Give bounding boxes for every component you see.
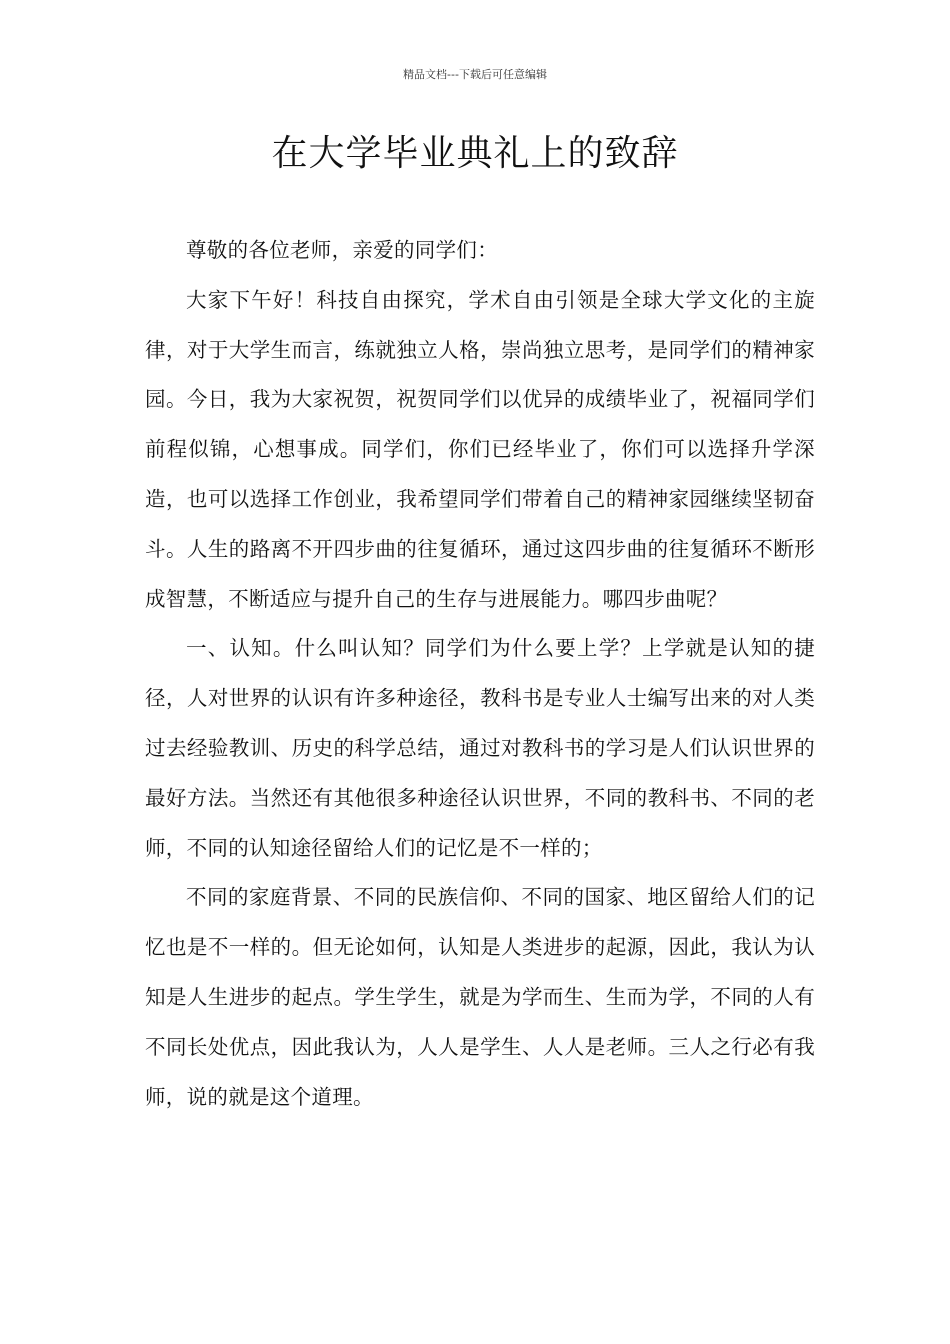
body-paragraph: 大家下午好！科技自由探究，学术自由引领是全球大学文化的主旋律，对于大学生而言，练就独立人格，崇尚独立思考，是同学们的精神家园。今日，我为大家祝贺，祝贺同学们以优异的成绩毕业了，祝福同学们前程似锦，心想事成。同学们，你们已经毕业了，你们可以选择升学深造，也可以选择工作创业，我希望同学们带着自己的精神家园继续坚韧奋斗。人生的路离不开四步曲的往复循环，通过这四步曲的往复循环不断形成智慧，不断适应与提升自己的生存与进展能力。哪四步曲呢？ <box>145 287 815 611</box>
body-paragraph: 不同的家庭背景、不同的民族信仰、不同的国家、地区留给人们的记忆也是不一样的。但无论如何，认知是人类进步的起源，因此，我认为认知是人生进步的起点。学生学生，就是为学而生、生而为学，不同的人有不同长处优点，因此我认为，人人是学生、人人是老师。三人之行必有我师，说的就是这个道理。 <box>145 885 815 1109</box>
document-title: 在大学毕业典礼上的致辞 <box>271 133 679 174</box>
page-header: 精品文档---下载后可任意编辑 <box>403 68 547 81</box>
body-paragraph: 一、认知。什么叫认知？同学们为什么要上学？上学就是认知的捷径，人对世界的认识有许多种途径，教科书是专业人士编写出来的对人类过去经验教训、历史的科学总结，通过对教科书的学习是人们认识世界的最好方法。当然还有其他很多种途径认识世界，不同的教科书、不同的老师，不同的认知途径留给人们的记忆是不一样的； <box>145 636 815 860</box>
document-body <box>145 226 815 1122</box>
salutation-paragraph: 尊敬的各位老师，亲爱的同学们： <box>186 238 498 262</box>
